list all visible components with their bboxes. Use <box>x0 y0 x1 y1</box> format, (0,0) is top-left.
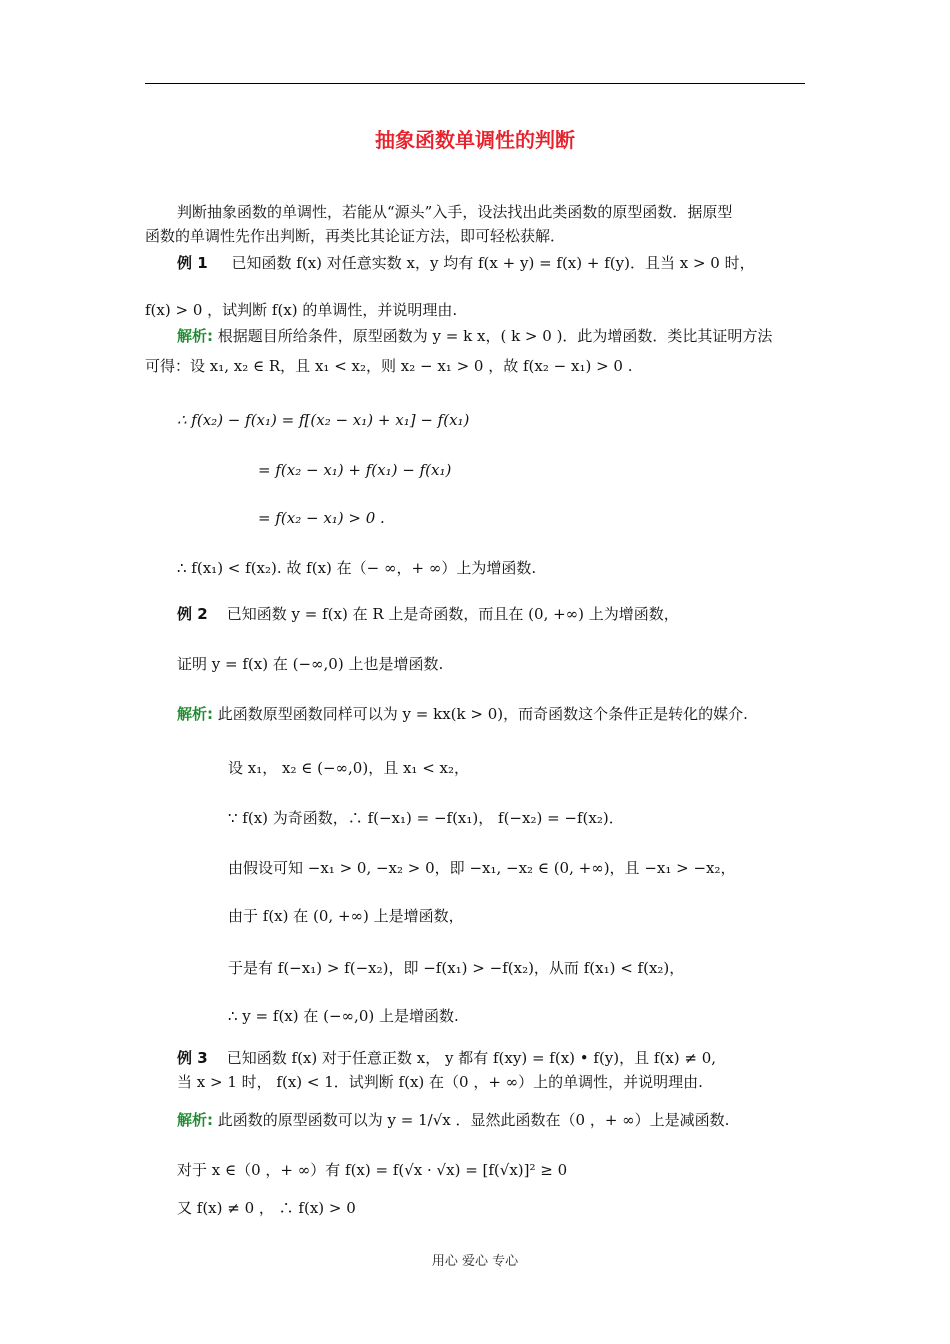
solution-2-step-5: 于是有 f(−x₁) > f(−x₂)，即 −f(x₁) > −f(x₂)，从而 f(x₁) < f(x₂)， <box>228 959 685 977</box>
example-1-label: 例 1 <box>177 254 208 272</box>
solution-1-text: 根据题目所给条件，原型函数为 y = k x，( k > 0 )．此为增函数．类比其证明方法 <box>217 327 773 345</box>
example-2-text: 已知函数 y = f(x) 在 R 上是奇函数，而且在 (0, +∞) 上为增函数， <box>226 605 679 623</box>
solution-1-label: 解析: <box>177 327 213 345</box>
example-3 <box>177 1048 716 1068</box>
page-footer: 用心 爱心 专心 <box>431 1254 519 1269</box>
page-title: 抽象函数单调性的判断 <box>375 128 575 152</box>
solution-2 <box>177 704 748 724</box>
solution-2-step-1: 设 x₁， x₂ ∈ (−∞,0)，且 x₁ < x₂， <box>228 759 470 777</box>
example-2-label: 例 2 <box>177 605 208 623</box>
solution-1-step-2: = f(x₂ − x₁) + f(x₁) − f(x₁) <box>258 461 452 479</box>
solution-2-step-4: 由于 f(x) 在 (0, +∞) 上是增函数， <box>228 907 464 925</box>
solution-2-label: 解析: <box>177 705 213 723</box>
example-2 <box>177 604 679 624</box>
solution-2-step-2: ∵ f(x) 为奇函数，∴ f(−x₁) = −f(x₁)， f(−x₂) = −f(x₂)． <box>228 809 624 827</box>
intro-line-2: 函数的单调性先作出判断，再类比其论证方法，即可轻松获解． <box>145 227 566 245</box>
example-1 <box>177 253 755 273</box>
solution-1-conclusion: ∴ f(x₁) < f(x₂). 故 f(x) 在（− ∞，+ ∞）上为增函数. <box>177 559 537 577</box>
header-rule <box>145 83 805 84</box>
example-2-line-2: 证明 y = f(x) 在 (−∞,0) 上也是增函数. <box>177 655 444 673</box>
solution-1-step-3: = f(x₂ − x₁) > 0 . <box>258 509 385 527</box>
solution-1-step-1: ∴ f(x₂) − f(x₁) = f[(x₂ − x₁) + x₁] − f(x₁) <box>177 411 470 429</box>
example-1-text: 已知函数 f(x) 对任意实数 x，y 均有 f(x + y) = f(x) + f(y)．且当 x > 0 时， <box>231 254 755 272</box>
example-3-line-2: 当 x > 1 时， f(x) < 1．试判断 f(x) 在（0 ，+ ∞）上的单调性，并说明理由. <box>177 1073 703 1091</box>
solution-1 <box>177 326 772 346</box>
example-3-label: 例 3 <box>177 1049 208 1067</box>
solution-3-line-3: 又 f(x) ≠ 0 ， ∴ f(x) > 0 <box>177 1199 356 1217</box>
solution-3-line-2: 对于 x ∈（0 ，+ ∞）有 f(x) = f(√x · √x) = [f(√x)]² ≥ 0 <box>177 1161 568 1179</box>
solution-2-text: 此函数原型函数同样可以为 y = kx(k > 0)，而奇函数这个条件正是转化的媒介. <box>217 705 748 723</box>
intro-line-1: 判断抽象函数的单调性，若能从“源头”入手，设法找出此类函数的原型函数．据原型 <box>177 203 733 221</box>
example-3-text: 已知函数 f(x) 对于任意正数 x， y 都有 f(xy) = f(x) • f(y)，且 f(x) ≠ 0, <box>226 1049 717 1067</box>
example-1-line-2: f(x) > 0 ，试判断 f(x) 的单调性，并说明理由. <box>145 301 458 319</box>
solution-2-step-3: 由假设可知 −x₁ > 0, −x₂ > 0，即 −x₁, −x₂ ∈ (0, +∞)，且 −x₁ > −x₂， <box>228 859 736 877</box>
solution-3 <box>177 1110 729 1130</box>
solution-3-text: 此函数的原型函数可以为 y = 1/√x ．显然此函数在（0 ，+ ∞）上是减函数. <box>217 1111 730 1129</box>
solution-3-label: 解析: <box>177 1111 213 1129</box>
solution-2-step-6: ∴ y = f(x) 在 (−∞,0) 上是增函数. <box>228 1007 459 1025</box>
solution-1-line-2: 可得：设 x₁, x₂ ∈ R，且 x₁ < x₂，则 x₂ − x₁ > 0 ，故 f(x₂ − x₁) > 0 . <box>145 357 633 375</box>
